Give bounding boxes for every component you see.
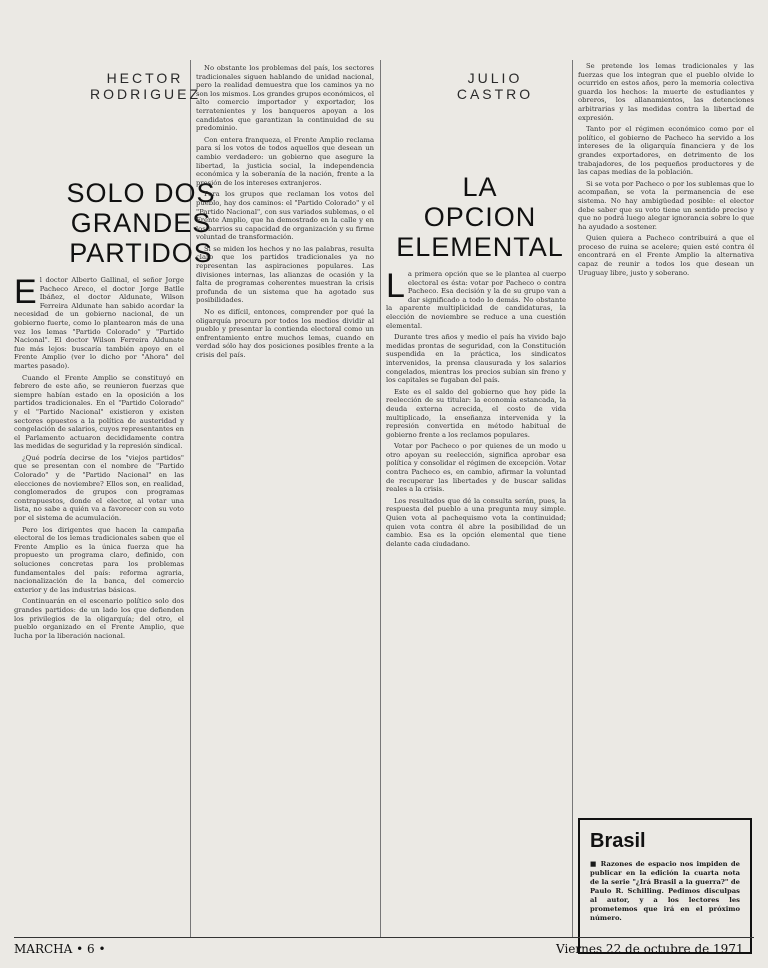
paragraph: a primera opción que se le plantea al cuerpo electoral es ésta: votar por Pacheco o contra Pacheco. Esa decisión y la de su grupo van a dar significado a todo lo demás. No obstante la aparente multiplicidad de candidaturas, la elección de noviembre se reduce a una cuestión elemental. — [386, 270, 566, 330]
paragraph: Si se vota por Pacheco o por los sublemas que lo acompañan, se vota la permanencia de ese sistema. No hay ambigüedad posible: el elector debe saber que su voto tiene un sentido preciso y que no podrá luego alegar ignorancia sobre lo que ha ayudado a sostener. — [578, 179, 754, 231]
left-headline — [66, 178, 216, 268]
paragraph: Durante tres años y medio el país ha vivido bajo medidas prontas de seguridad, con la Constitución suspendida en la práctica, los sindicatos intervenidos, la prensa clausurada y los salarios congelados, mientras los precios subían sin freno y los capitales se fugaban del país. — [386, 333, 566, 385]
paragraph: Con entera franqueza, el Frente Amplio reclama para sí los votos de todos aquellos que desean un cambio verdadero: un gobierno que asegure la libertad, la justicia social, la independencia económica y la soberanía de la nación, frente a la presión de los intereses extranjeros. — [196, 135, 374, 187]
paragraph: Los resultados que dé la consulta serán, pues, la respuesta del pueblo a una pregunta muy simple. Quien vota al pachequismo vota la continuidad; quien vota contra él abre la posibilidad de un cambio. Esa es la opción elemental que tiene delante cada ciudadano. — [386, 496, 566, 548]
right-article-column-1 — [386, 270, 566, 930]
box-title: Brasil — [590, 830, 646, 852]
right-headline-line: ELEMENTAL — [396, 232, 564, 262]
box-body: ■ Razones de espacio nos impiden de publicar en la edición la cuarta nota de la serie "¿Irá Brasil a la guerra?" de Paulo R. Schilling. Pedimos disculpas al autor, y a los lectores les prometemos que irá en el próximo número. — [590, 860, 740, 922]
paragraph: Votar por Pacheco o por quienes de un modo u otro apoyan su reelección, significa aprobar esa política y consolidar el régimen de excepción. Votar contra Pacheco es, en cambio, afirmar la voluntad de recuperar las libertades y de buscar salidas reales a la crisis. — [386, 442, 566, 494]
footer-publication: MARCHA • 6 • — [14, 942, 106, 956]
left-headline-line: SOLO DOS — [66, 178, 216, 208]
paragraph: Este es el saldo del gobierno que hoy pide la reelección de su titular: la economía estancada, la deuda externa acrecida, el costo de vida multiplicado, la enseñanza intervenida y la represión convertida en método habitual de gobierno frente a los reclamos populares. — [386, 387, 566, 439]
right-author — [440, 70, 550, 102]
left-author — [90, 70, 200, 102]
column-divider — [380, 60, 381, 938]
right-dropcap: L — [386, 270, 405, 305]
paragraph: ¿Qué podría decirse de los "viejos partidos" que se presentan con el nombre de "Partido Colorado" y de "Partido Nacional" en las elecciones de noviembre? Ellos son, en realidad, conglomerados de grupos con programas contrapuestos, donde el elector, al votar una lista, no sabe a quién va a favorecer con su voto por el sistema de acumulación. — [14, 453, 184, 523]
brasil-notice-box — [578, 818, 752, 954]
left-headline-line: GRANDES — [70, 208, 212, 238]
paragraph: Continuarán en el escenario político solo dos grandes partidos: de un lado los que defienden los privilegios de la oligarquía; del otro, el pueblo organizado en el Frente Amplio, que lucha por la liberación nacional. — [14, 597, 184, 640]
left-author-line: HECTOR — [106, 70, 184, 86]
right-headline-line: LA — [462, 172, 498, 202]
paragraph: Se pretende los lemas tradicionales y las fuerzas que los integran que el pueblo olvide lo ocurrido en estos años, pero la memoria colectiva guarda los hechos: la muerte de estudiantes y obreros, los allanamientos, las detenciones arbitrarias y las medidas contra la libertad de expresión. — [578, 62, 754, 122]
paragraph: l doctor Alberto Gallinal, el señor Jorge Pacheco Areco, el doctor Jorge Batlle Ibáñez, el doctor Aldunate, Wilson Ferreira Aldunate han sabido acordar la necesidad de un gobierno nacional, de un gobierno fuerte, como lo plantearon más de una vez los lemas "Partido Colorado" y "Partido Nacional". El doctor Wilson Ferreira Aldunate fue más lejos: buscaría también apoyo en el Frente Amplio (ver lo dicho por "Ahora" del martes pasado). — [14, 276, 184, 370]
left-dropcap: E — [14, 276, 37, 311]
paragraph: Tanto por el régimen económico como por el político, el gobierno de Pacheco ha servido a los intereses de la oligarquía financiera y de los grandes exportadores, en detrimento de los trabajadores, de los pequeños productores y de las capas medias de la población. — [578, 125, 754, 177]
right-article-column-2 — [578, 62, 754, 810]
left-author-line: RODRIGUEZ — [90, 86, 201, 102]
left-headline-line: PARTIDOS — [69, 238, 213, 268]
right-headline — [396, 172, 564, 262]
left-article-column-1 — [14, 276, 184, 928]
left-article-column-2 — [196, 64, 374, 930]
column-divider — [572, 60, 573, 938]
right-author-line: JULIO — [467, 70, 523, 86]
paragraph: Para los grupos que reclaman los votos del pueblo, hay dos caminos: el "Partido Colorado" y el "Partido Nacional", con sus variados sublemas, o el Frente Amplio, que ha demostrado en la calle y en los barrios su capacidad de organización y su firme voluntad de transformación. — [196, 190, 374, 242]
right-author-line: CASTRO — [456, 86, 534, 102]
paragraph: Cuando el Frente Amplio se constituyó en febrero de este año, se reunieron fuerzas que siempre habían estado en la oposición a los partidos tradicionales. En el "Partido Colorado" y el "Partido Nacional" existieron y existen sectores opuestos a la política de austeridad y congelación de salarios, cuyos representantes en el Parlamento actuaron decididamente contra las medidas de seguridad y la represión sindical. — [14, 373, 184, 451]
right-headline-line: OPCION — [423, 202, 537, 232]
paragraph: Pero los dirigentes que hacen la campaña electoral de los lemas tradicionales saben que el Frente Amplio es la única fuerza que ha propuesto un programa claro, definido, con soluciones concretas para los problemas fundamentales del país: reforma agraria, nacionalización de la banca, del comercio exterior y de las industrias básicas. — [14, 525, 184, 594]
footer-rule — [14, 937, 754, 938]
footer-date: Viernes 22 de octubre de 1971 — [556, 942, 744, 956]
paragraph: No obstante los problemas del país, los sectores tradicionales siguen hablando de unidad nacional, pero la realidad demuestra que los caminos ya no son los mismos. Los grandes grupos económicos, el alto comercio importador y exportador, los terratenientes y los banqueros apoyan a los candidatos que garantizan la continuidad de su predominio. — [196, 64, 374, 133]
paragraph: Quien quiera a Pacheco contribuirá a que el proceso de ruina se acelere; quien esté contra él encontrará en el Frente Amplio la alternativa capaz de reunir a todos los que desean un Uruguay libre, justo y soberano. — [578, 234, 754, 277]
paragraph: No es difícil, entonces, comprender por qué la oligarquía procura por todos los medios dividir al pueblo y presentar la contienda electoral como un enfrentamiento entre muchos lemas, cuando en verdad sólo hay dos posiciones posibles frente a la crisis del país. — [196, 308, 374, 359]
paragraph: Si se miden los hechos y no las palabras, resulta claro que los partidos tradicionales ya no representan las aspiraciones populares. Las divisiones internas, las alianzas de ocasión y la falta de programas coherentes muestran la crisis profunda de un sistema que ha agotado sus posibilidades. — [196, 244, 374, 305]
